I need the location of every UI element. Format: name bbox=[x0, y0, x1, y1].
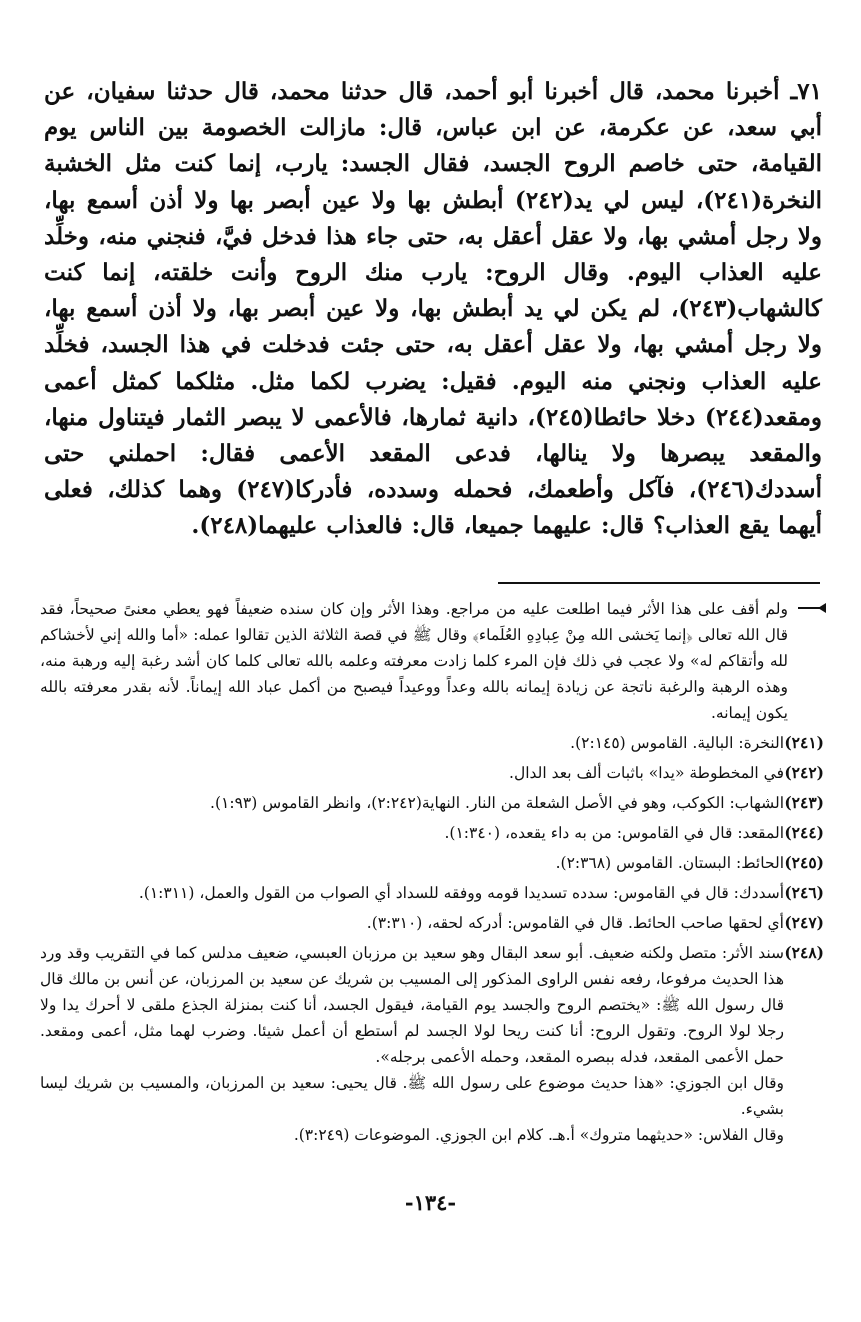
footnote-number: (٢٤٣) bbox=[784, 793, 824, 812]
footnote-245 bbox=[40, 850, 824, 876]
footnote-number: (٢٤٦) bbox=[784, 883, 824, 902]
footnote-text: الشهاب: الكوكب، وهو في الأصل الشعلة من النار. النهاية(٢:٢٤٢)، وانظر القاموس (١:٩٣). bbox=[210, 794, 784, 812]
continuation-arrow-icon bbox=[798, 607, 824, 609]
footnote-246 bbox=[40, 880, 824, 906]
footnote-248 bbox=[40, 940, 824, 1148]
footnote-241 bbox=[40, 730, 824, 756]
footnote-248-para-1: سند الأثر: متصل ولكنه ضعيف. أبو سعد البقال وهو سعيد بن مرزبان العبسي، ضعيف مدلس كما في التقريب وقد ورد هذا الحديث مرفوعا، رفعه نفس الراوى المذكور إلى المسيب بن شريك عن سعيد بن المرزبان، عن أنس بن مالك قال قال رسول الله ﷺ: «يختصم الروح والجسد يوم القيامة، فيقول الجسد، أنا كنت بمنزلة الجذع ملقى لا أحرك يدا ولا رجلا لولا الروح. وتقول الروح: أنا كنت ريحا لولا الجسد لم أستطع أن أعمل شيئا. وضرب لهما مثل، أعمى ومقعد. حمل الأعمى المقعد، فدله ببصره المقعد، وحمله الأعمى برجله». bbox=[40, 944, 784, 1066]
footnote-248-para-3: وقال الفلاس: «حديثهما متروك» أ.هـ. كلام ابن الجوزي. الموضوعات (٣:٢٤٩). bbox=[293, 1126, 784, 1144]
footnote-text: أي لحقها صاحب الحائط. قال في القاموس: أدركه لحقه، (٣:٣١٠). bbox=[366, 914, 784, 932]
footnote-text: في المخطوطة «يدا» باثبات ألف بعد الدال. bbox=[509, 764, 784, 782]
footnote-text bbox=[40, 940, 784, 1148]
footnote-number: (٢٤١) bbox=[784, 733, 824, 752]
footnote-number: (٢٤٤) bbox=[784, 823, 824, 842]
footnote-text: أسددك: قال في القاموس: سدده تسديدا قومه ووفقه للسداد أي الصواب من القول والعمل، (١:٣١١). bbox=[138, 884, 784, 902]
main-paragraph: ٧١ـ أخبرنا محمد، قال أخبرنا أبو أحمد، قال حدثنا محمد، قال حدثنا سفيان، عن أبي سعد، عن عكرمة، عن ابن عباس، قال: مازالت الخصومة بين الناس يوم القيامة، حتى خاصم الروح الجسد، فقال الجسد: يارب، إنما كنت مثل الخشبة النخرة(٢٤١)، ليس لي يد(٢٤٢) أبطش بها ولا عين أبصر بها ولا أذن أسمع بها، ولا رجل أمشي بها، ولا عقل أعقل به، حتى جاء هذا فدخل فيَّ، فنجني منه، وخلِّد عليه العذاب اليوم. وقال الروح: يارب منك الروح وأنت خلقته، إنما كنت كالشهاب(٢٤٣)، لم يكن لي يد أبطش بها، ولا عين أبصر بها، ولا أذن أسمع بها، ولا رجل أمشي بها، ولا عقل أعقل به، حتى جئت فدخلت في هذا الجسد، فخلِّد عليه العذاب ونجني منه اليوم. فقيل: يضرب لكما مثل. مثلكما كمثل أعمى ومقعد(٢٤٤) دخلا حائطا(٢٤٥)، دانية ثمارها، فالأعمى لا يبصر الثمار فيتناول منها، والمقعد يبصرها ولا ينالها، فدعى المقعد الأعمى فقال: احملني حتى أسددك(٢٤٦)، فآكل وأطعمك، فحمله وسدده، فأدركا(٢٤٧) وهما كذلك، فعلى أيهما يقع العذاب؟ قال: عليهما جميعا، قال: فالعذاب عليهما(٢٤٨). bbox=[44, 78, 823, 540]
page-number: -١٣٤- bbox=[404, 1190, 457, 1215]
footnote-list bbox=[40, 730, 824, 1148]
footnote-number: (٢٤٥) bbox=[784, 853, 824, 872]
footnote-text: المقعد: قال في القاموس: من به داء يقعده، (١:٣٤٠). bbox=[444, 824, 784, 842]
footnote-242 bbox=[40, 760, 824, 786]
footnote-248-para-2: وقال ابن الجوزي: «هذا حديث موضوع على رسول الله ﷺ. قال يحيى: سعيد بن المرزبان، والمسيب بن شريك ليسا بشيء. bbox=[40, 1074, 784, 1118]
footnote-text: الحائط: البستان. القاموس (٢:٣٦٨). bbox=[555, 854, 784, 872]
footnote-number: (٢٤٨) bbox=[784, 943, 824, 962]
footnote-247 bbox=[40, 910, 824, 936]
footnote-intro-text: ولم أقف على هذا الأثر فيما اطلعت عليه من مراجع. وهذا الأثر وإن كان سنده ضعيفاً فهو يعطي معنىً صحيحاً، فقد قال الله تعالى ﴿إنما يَخشى الله مِنْ عِبادِهِ العُلَماء﴾ وقال ﷺ في قصة الثلاثة الذين تقالوا عمله: «أما والله إني لأخشاكم لله وأتقاكم له» ولا عجب في ذلك فإن المرء كلما زادت معرفته وعلمه بالله تعالى كلما كان أشد رغبة إليه ورهبة منه، وهذه الرهبة والرغبة ناتجة عن زيادة إيمانه بالله وعداً ووعيداً فيصبح من أكمل عباد الله إيماناً. لأنه بقدر معرفته بالله يكون إيمانه. bbox=[40, 600, 788, 722]
footnote-number: (٢٤٢) bbox=[784, 763, 824, 782]
footnote-number: (٢٤٧) bbox=[784, 913, 824, 932]
footnote-divider bbox=[498, 582, 820, 584]
footnote-243 bbox=[40, 790, 824, 816]
footnote-244 bbox=[40, 820, 824, 846]
footnote-intro bbox=[40, 596, 824, 726]
footnotes-section bbox=[40, 596, 824, 1152]
footnote-text: النخرة: البالية. القاموس (٢:١٤٥). bbox=[570, 734, 784, 752]
